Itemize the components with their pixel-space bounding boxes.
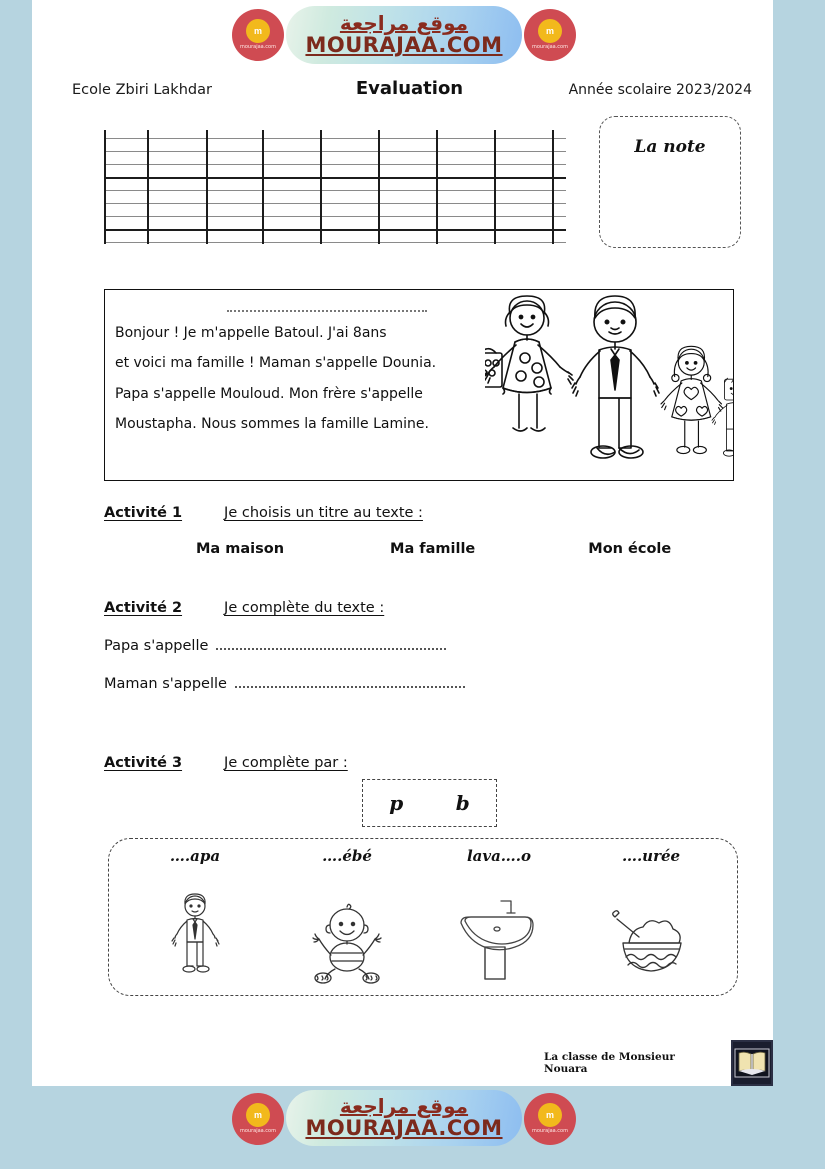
- sink-lavabo-icon: [457, 869, 541, 991]
- watermark-text-bottom: [305, 1096, 502, 1139]
- footer-credit: [544, 1040, 773, 1086]
- worksheet-header: [72, 78, 752, 99]
- watermark-url-top: MOURAJAA.COM: [305, 33, 503, 58]
- activity-2: [104, 600, 744, 692]
- watermark-text-top: [305, 13, 502, 56]
- activity-1-number: Activité 1: [104, 505, 183, 521]
- watermark-bottom: [228, 1082, 580, 1154]
- watermark-url-bottom: MOURAJAA.COM: [305, 1116, 503, 1141]
- family-illustration: [485, 290, 733, 480]
- picture-item-puree[interactable]: [575, 847, 727, 991]
- picture-item-lavabo[interactable]: [423, 847, 575, 991]
- picture-item-papa[interactable]: [119, 847, 271, 991]
- watermark-arabic-top: موقع مراجعة: [339, 11, 469, 36]
- option-ma-maison[interactable]: Ma maison: [196, 541, 285, 557]
- activity-2-question: Je complète du texte :: [224, 600, 385, 616]
- picture-item-bebe[interactable]: [271, 847, 423, 991]
- logo-caption: mourajaa.com: [531, 44, 568, 51]
- logo-mark: m: [246, 19, 270, 43]
- grade-note-label: La note: [634, 137, 706, 157]
- worksheet-sheet: [32, 0, 773, 1086]
- logo-mark: m: [538, 19, 562, 43]
- activity-1-question: Je choisis un titre au texte :: [224, 505, 423, 521]
- logo-caption: mourajaa.com: [239, 44, 276, 51]
- mourajaa-logo-right: [524, 9, 576, 61]
- watermark-top: [228, 2, 580, 68]
- letter-b[interactable]: b: [455, 791, 470, 815]
- activity-3-question: Je complète par :: [224, 755, 348, 771]
- picture-word-bebe[interactable]: ….ébé: [322, 847, 372, 865]
- reading-line: Moustapha. Nous sommes la famille Lamine.: [115, 416, 429, 433]
- logo-caption: mourajaa.com: [531, 1128, 568, 1135]
- papa-field-label: Papa s'appelle: [104, 638, 209, 654]
- papa-answer-input[interactable]: [216, 640, 446, 650]
- maman-answer-input[interactable]: [235, 678, 465, 688]
- baby-bebe-icon: [311, 869, 383, 991]
- reading-line: Bonjour ! Je m'appelle Batoul. J'ai 8ans: [115, 325, 387, 341]
- mourajaa-logo-right: [524, 1093, 576, 1145]
- school-name: Ecole Zbiri Lakhdar: [72, 82, 212, 98]
- mourajaa-logo-left: [232, 9, 284, 61]
- activity-3: [104, 755, 744, 771]
- logo-mark: m: [246, 1103, 270, 1127]
- logo-caption: mourajaa.com: [239, 1128, 276, 1135]
- picture-word-lavabo[interactable]: lava….o: [466, 847, 532, 865]
- letter-choice-box: [362, 779, 497, 827]
- watermark-arabic-bottom: موقع مراجعة: [339, 1094, 469, 1119]
- man-papa-icon: [164, 869, 226, 991]
- reading-line: et voici ma famille ! Maman s'appelle Dounia.: [115, 355, 437, 372]
- letter-p[interactable]: p: [389, 791, 404, 815]
- activity-2-number: Activité 2: [104, 600, 183, 616]
- bowl-puree-icon: [605, 869, 697, 991]
- picture-word-box: [108, 838, 738, 996]
- papa-field-row: [104, 638, 744, 654]
- mourajaa-logo-left: [232, 1093, 284, 1145]
- grade-note-box[interactable]: [599, 116, 741, 248]
- option-ma-famille[interactable]: Ma famille: [390, 541, 476, 557]
- picture-word-papa[interactable]: ….apa: [169, 847, 221, 865]
- school-year: Année scolaire 2023/2024: [568, 82, 752, 98]
- title-blank-line[interactable]: [227, 304, 427, 312]
- page-title: Evaluation: [355, 78, 464, 99]
- activity-3-number: Activité 3: [104, 755, 183, 771]
- reading-text-box: [104, 289, 734, 481]
- picture-word-puree[interactable]: ….urée: [621, 847, 681, 865]
- activity-1-options: [104, 541, 744, 557]
- logo-mark: m: [538, 1103, 562, 1127]
- option-mon-ecole[interactable]: Mon école: [588, 541, 672, 557]
- activity-1: [104, 505, 744, 557]
- reading-line: Papa s'appelle Mouloud. Mon frère s'appelle: [115, 385, 423, 402]
- seyes-writing-grid[interactable]: [104, 138, 566, 244]
- maman-field-row: [104, 676, 744, 692]
- maman-field-label: Maman s'appelle: [104, 676, 227, 692]
- footer-credit-text: La classe de Monsieur Nouara: [544, 1051, 675, 1075]
- open-book-icon: [731, 1040, 773, 1086]
